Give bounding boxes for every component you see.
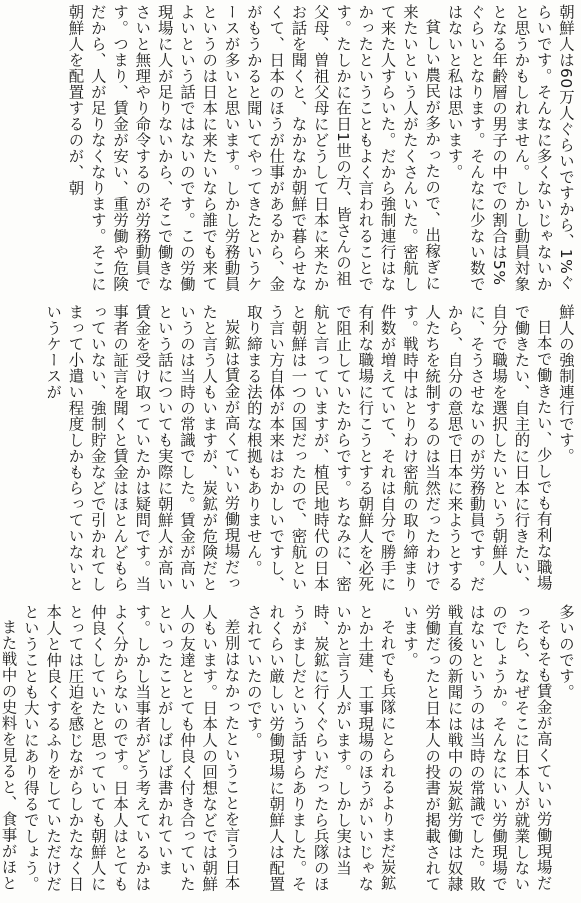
text-band-lower: [0, 604, 577, 900]
paragraph: 差別はなかったということを言う日本人もいます。日本人の回想などでは朝鮮人の友達ととても仲良く付き合っていたといったことがしばしば書かれています。しかし当事者がどう考えているかはよく分からないのです。日本人はとても仲良くしていたと思っていても朝鮮人にとっては圧迫を感じながらしかたなく日本人と仲良くするふりをしていただけだということも大いにあり得るでしょう。: [21, 604, 241, 892]
text-band-middle: [4, 304, 577, 600]
paragraph: 鮮人の強制連行です。: [557, 304, 575, 464]
paragraph: 多いのです。: [557, 604, 575, 700]
paragraph: また戦中の史料を見ると、食事がほと: [0, 619, 18, 892]
paragraph: それでも兵隊にとられるよりまだ炭鉱とか土建、工事現場のほうがいいじゃないかと言う人がいます。しかし実は当時、炭鉱に行くぐらいだったら兵隊のほうがましだという話すらありました。それくらい厳しい労働現場に朝鮮人は配置されていたのです。: [244, 604, 397, 892]
paragraph: 朝鮮人は60万人ぐらいですから、1%ぐらいです。そんなに多くないじゃないかと思うかもしれません。しかし動員対象となる年齢層の男子の中での割合は5%ぐらいとなります。そんなに少ない数ではないと私は思います。: [445, 4, 575, 292]
paragraph: 日本で働きたい、少しでも有利な職場で働きたい、自主的に日本に行きたい、自分で職場を選択したいという朝鮮人に、そうさせないのが労務動員です。だから、自分の意思で日本に来ようとする人たちを統制するのは当然だったわけです。戦時中はとりわけ密航の取り締まり件数が増えていて、それは自分で勝手に有利な職場に行こうとする朝鮮人を必死で阻止していたからです。ちなみに、密航と言っていますが、植民地時代の日本と朝鮮は一つの国だったので、密航という言い方自体が本来はおかしいですし、取り締まる法的な根拠もありません。: [244, 304, 553, 592]
text-band-upper: [4, 4, 577, 300]
paragraph: そもそも賃金が高くていい労働現場だったら、なぜそこに日本人が就業しないのでしょうか。そんなにいい労働現場ではないというのは当時の常識でした。敗戦直後の新聞には戦中の炭鉱労働は奴隷労働だったと日本人の投書が掲載されています。: [400, 604, 553, 892]
paragraph: 貧しい農民が多かったので、出稼ぎに来たいという人がたくさんいた。密航して来た人すらいた。だから強制連行はなかったということもよく言われることです。たしかに在日1世の方、皆さんの祖父母、曽祖父母にどうして日本に来たかお話を聞くと、なかなか朝鮮で暮らせなくて、日本のほうが仕事があるから、金がもうかると聞いてやってきたというケースが多いと思います。しかし労務動員というのは日本に来たいなら誰でも来てよいという話ではないのです。この労働現場に人が足りないから、そこで働きなさいと無理やり命令するのが労務動員です。つまり、賃金が安い、重労働や危険だから、人が足りなくなります。そこに朝鮮人を配置するのが、朝: [66, 4, 442, 292]
paragraph: 炭鉱は賃金が高くていい労働現場だったと言う人もいますが、炭鉱が危険だというのは当時の常識でした。賃金が高いという話についても実際に朝鮮人が高い賃金を受け取っていたかは疑問です。当事者の証言を聞くと賃金はほとんどもらっていない、強制貯金などで引かれてしまって小遣い程度しかもらっていないというケースが: [44, 304, 241, 592]
